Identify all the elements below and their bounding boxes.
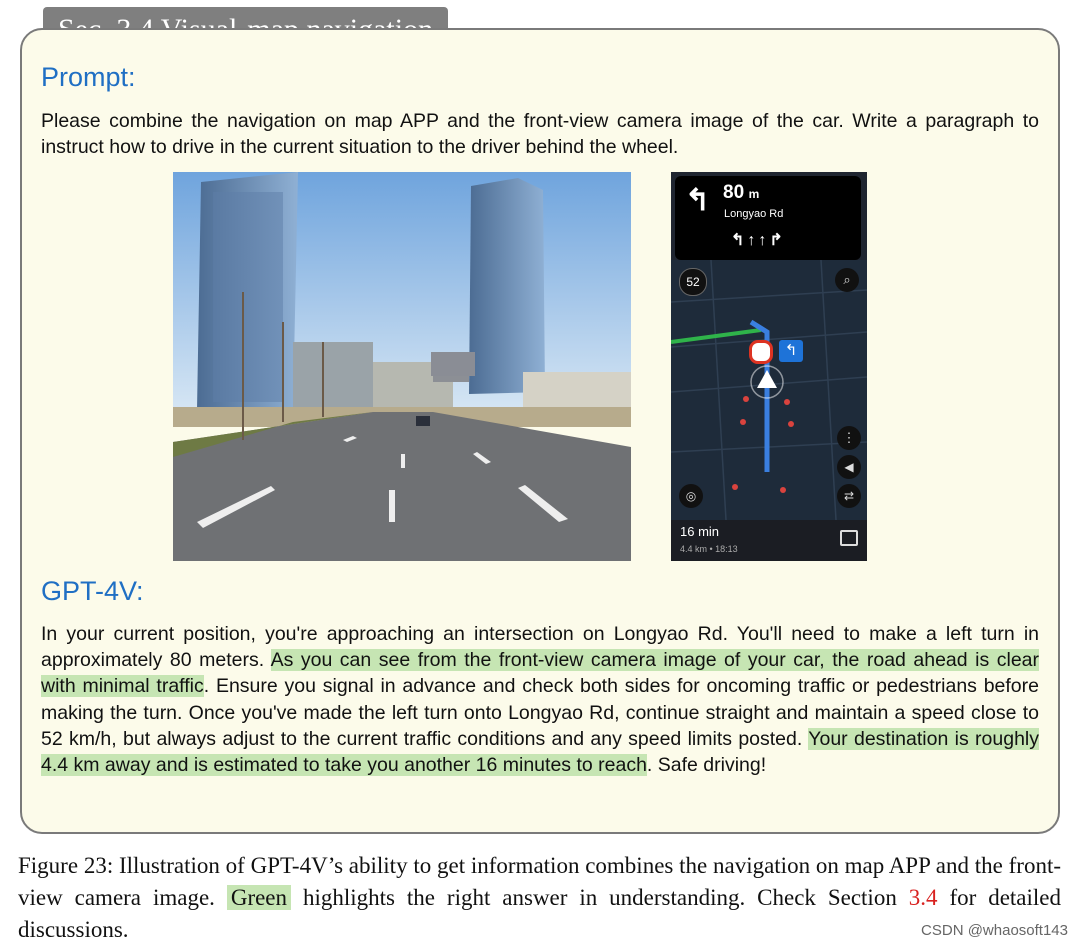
turn-sign-icon: ↰ <box>779 340 803 362</box>
no-entry-sign-icon <box>749 340 773 364</box>
eta-detail: 4.4 km • 18:13 <box>680 544 738 554</box>
nav-lane-arrows: ↰↑↑↱ <box>731 232 786 249</box>
nav-distance: 80 <box>723 182 745 203</box>
map-app-screenshot <box>671 172 867 561</box>
gpt4v-answer <box>41 621 1039 778</box>
answer-text-3: . Safe driving! <box>646 754 767 777</box>
caption-text-3: for detailed discussions. <box>18 885 1061 942</box>
volume-icon[interactable]: ◀ <box>837 455 861 479</box>
section-ref-link[interactable]: 3.4 <box>908 885 938 910</box>
figure-caption <box>18 850 1061 946</box>
answer-text-1: In your current position, you're approaching an intersection on Longyao Rd. You'll need to make a left turn in approximately 80 meters. <box>41 623 1039 672</box>
caption-text-2: highlights the right answer in understanding. Check Section <box>291 885 909 910</box>
speed-badge <box>679 268 707 296</box>
front-camera-image <box>173 172 631 561</box>
answer-text-2: . Ensure you signal in advance and check both sides for oncoming traffic or pedestrians before making the turn. Once you've made the left turn onto Longyao Rd, continue straight and maintain a speed close to 52 km/h, but always adjust to the current traffic conditions and any speed limits posted. <box>41 675 1039 750</box>
answer-highlight-1: As you can see from the front-view camera image of your car, the road ahead is clear with minimal traffic <box>41 649 1040 698</box>
nav-distance-unit: m <box>748 187 760 201</box>
gpt4v-heading: GPT-4V: <box>41 576 144 606</box>
caption-text-1: Figure 23: Illustration of GPT-4V’s ability to get information combines the navigation on map APP and the front-view camera image. <box>18 853 1061 910</box>
search-icon[interactable]: ⌕ <box>835 268 859 292</box>
caption-green-word: Green <box>227 885 291 910</box>
route-options-icon[interactable]: ⇄ <box>837 484 861 508</box>
more-icon[interactable]: ⋮ <box>837 426 861 450</box>
prompt-text: Please combine the navigation on map APP and the front-view camera image of the car. Write a paragraph to instruct how to drive in the current situation to the driver behind the wheel. <box>41 110 1039 159</box>
exit-navigation-icon[interactable] <box>840 530 858 546</box>
turn-left-icon: ↰ <box>685 184 711 217</box>
watermark: CSDN @whaosoft143 <box>921 922 1068 939</box>
speed-value: 52 <box>686 275 700 289</box>
answer-highlight-2: Your destination is roughly 4.4 km away and is estimated to take you another 16 minutes to reach <box>41 727 1039 777</box>
eta-time: 16 min <box>680 524 720 539</box>
locate-icon[interactable]: ◎ <box>679 484 703 508</box>
prompt-heading: Prompt: <box>41 62 136 92</box>
nav-street: Longyao Rd <box>724 208 784 220</box>
